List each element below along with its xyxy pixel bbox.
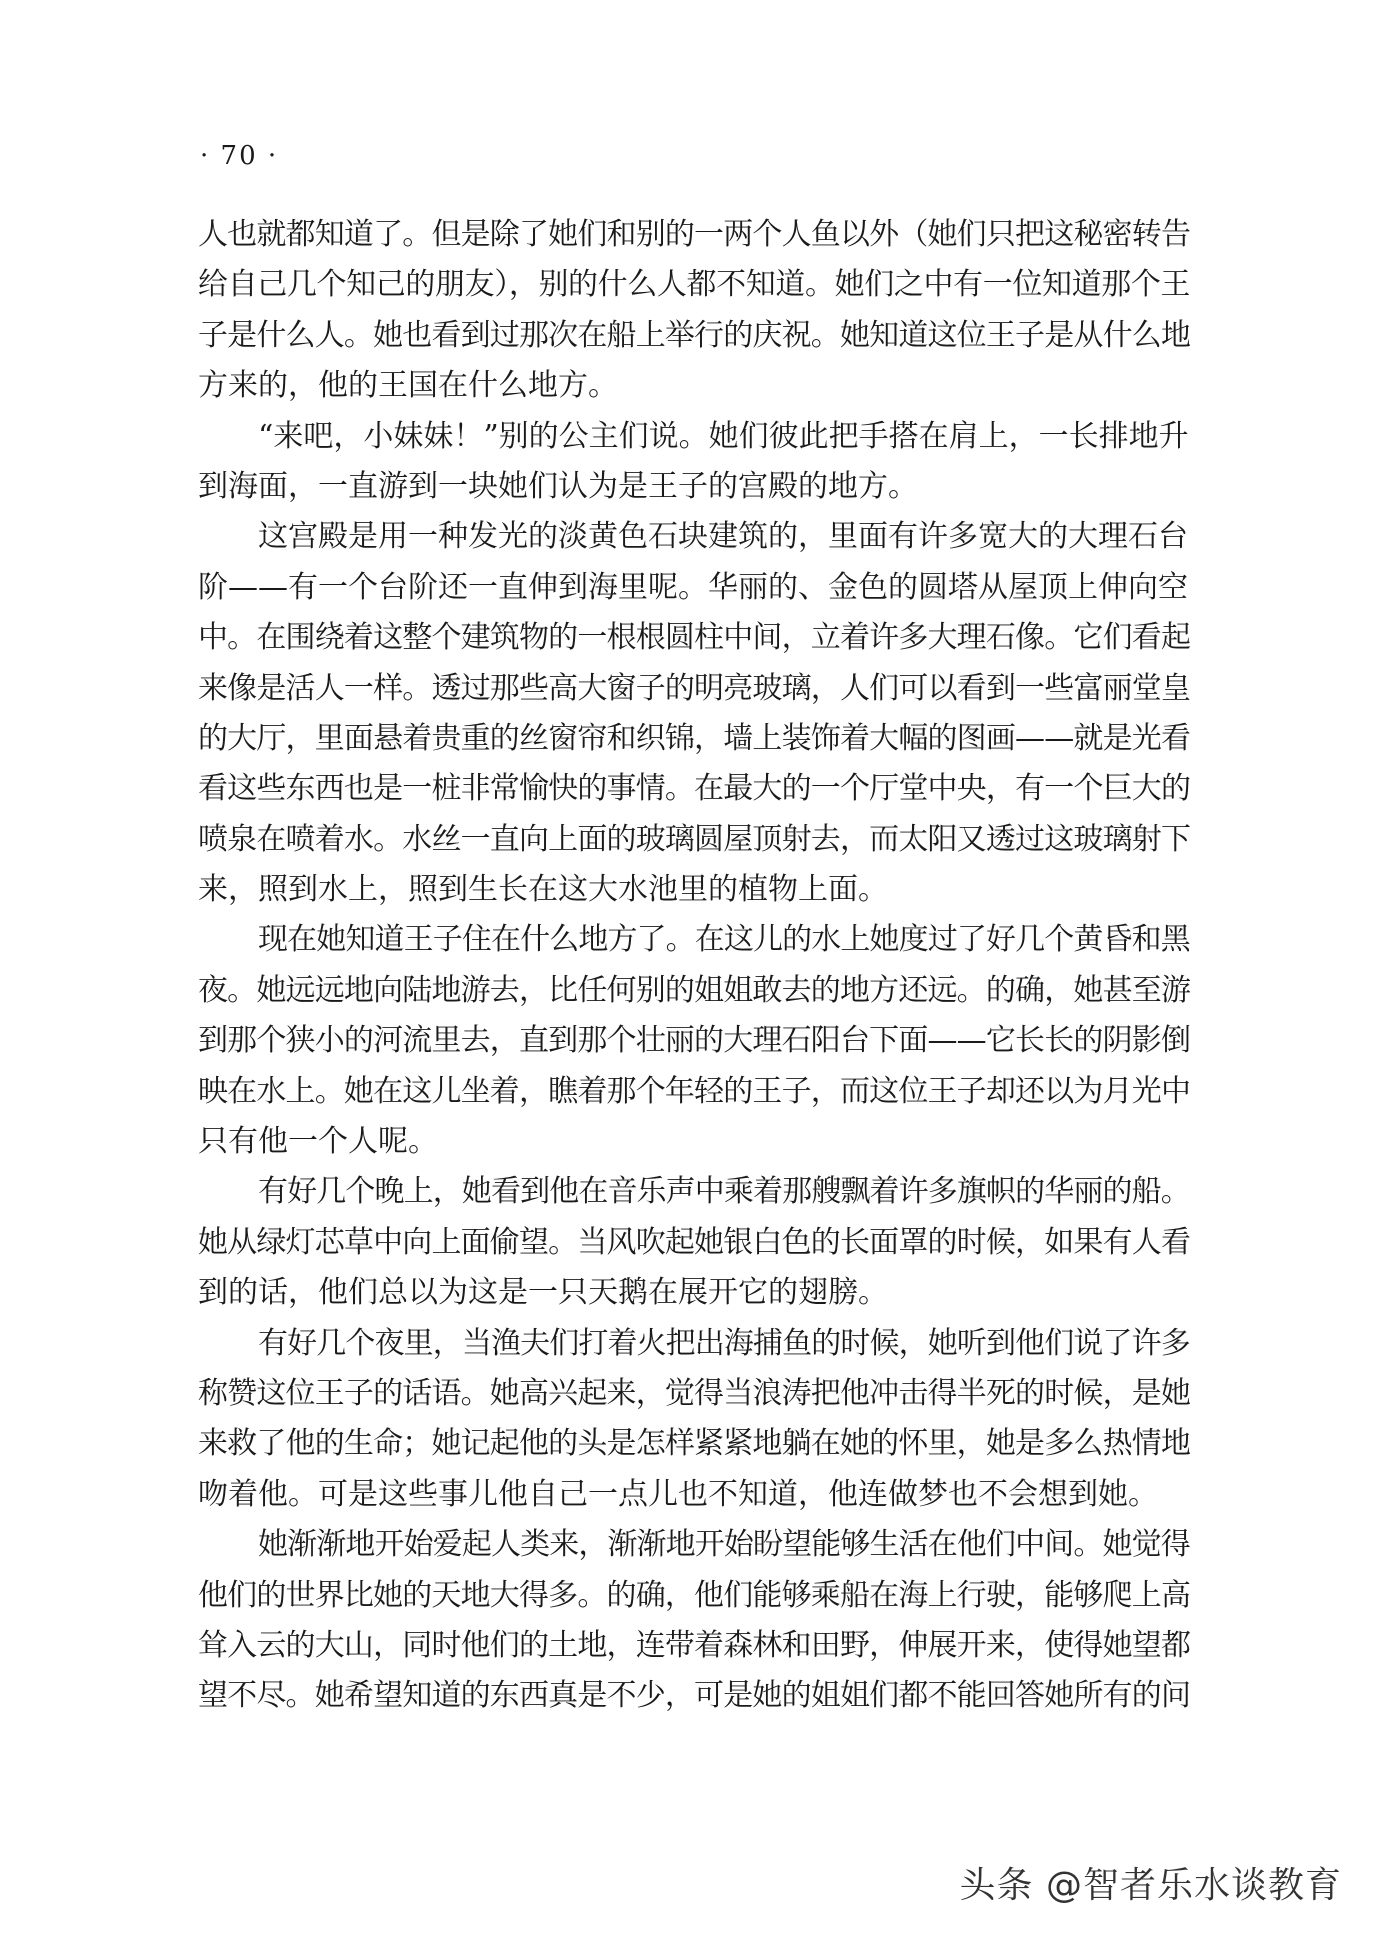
text-line: 的大厅，里面悬着贵重的丝窗帘和织锦，墙上装饰着大幅的图画——就是光看 [198, 720, 1191, 756]
text-line: 子是什么人。她也看到过那次在船上举行的庆祝。她知道这位王子是从什么地 [198, 317, 1191, 353]
text-line: 到的话，他们总以为这是一只天鹅在展开它的翅膀。 [198, 1275, 888, 1311]
text-line: 阶——有一个台阶还一直伸到海里呢。华丽的、金色的圆塔从屋顶上伸向空 [198, 569, 1188, 605]
text-line: 映在水上。她在这儿坐着，瞧着那个年轻的王子，而这位王子却还以为月光中 [198, 1073, 1191, 1109]
text-line: 耸入云的大山，同时他们的土地，连带着森林和田野，伸展开来，使得她望都 [198, 1627, 1191, 1663]
text-line: 到海面，一直游到一块她们认为是王子的宫殿的地方。 [198, 468, 918, 504]
text-line: 望不尽。她希望知道的东西真是不少，可是她的姐姐们都不能回答她所有的问 [198, 1678, 1191, 1714]
text-line: 喷泉在喷着水。水丝一直向上面的玻璃圆屋顶射去，而太阳又透过这玻璃射下 [198, 821, 1191, 857]
text-line: 看这些东西也是一桩非常愉快的事情。在最大的一个厅堂中央，有一个巨大的 [198, 771, 1191, 807]
text-line: 中。在围绕着这整个建筑物的一根根圆柱中间，立着许多大理石像。它们看起 [198, 620, 1191, 656]
page-number: · 70 · [200, 141, 279, 171]
text-line: 来，照到水上，照到生长在这大水池里的植物上面。 [198, 872, 888, 908]
text-line: 他们的世界比她的天地大得多。的确，他们能够乘船在海上行驶，能够爬上高 [198, 1577, 1191, 1613]
text-line: 给自己几个知己的朋友），别的什么人都不知道。她们之中有一位知道那个王 [198, 267, 1191, 303]
text-line: 到那个狭小的河流里去，直到那个壮丽的大理石阳台下面——它长长的阴影倒 [198, 1023, 1191, 1059]
text-line: 她从绿灯芯草中向上面偷望。当风吹起她银白色的长面罩的时候，如果有人看 [198, 1224, 1191, 1260]
text-line: 方来的，他的王国在什么地方。 [198, 368, 618, 404]
text-line: 吻着他。可是这些事儿他自己一点儿也不知道，他连做梦也不会想到她。 [198, 1476, 1158, 1512]
text-line: 来救了他的生命；她记起他的头是怎样紧紧地躺在她的怀里，她是多么热情地 [198, 1426, 1191, 1462]
watermark: 头条 @智者乐水谈教育 [959, 1865, 1342, 1906]
text-line: 有好几个夜里，当渔夫们打着火把出海捕鱼的时候，她听到他们说了许多 [258, 1325, 1190, 1361]
text-line: 这宫殿是用一种发光的淡黄色石块建筑的，里面有许多宽大的大理石台 [258, 519, 1188, 555]
text-line: 来像是活人一样。透过那些高大窗子的明亮玻璃，人们可以看到一些富丽堂皇 [198, 670, 1191, 706]
text-line: 现在她知道王子住在什么地方了。在这儿的水上她度过了好几个黄昏和黑 [258, 922, 1190, 958]
text-line: 她渐渐地开始爱起人类来，渐渐地开始盼望能够生活在他们中间。她觉得 [258, 1527, 1190, 1563]
text-line: “来吧，小妹妹！”别的公主们说。她们彼此把手搭在肩上，一长排地升 [258, 418, 1189, 454]
text-line: 称赞这位王子的话语。她高兴起来，觉得当浪涛把他冲击得半死的时候，是她 [198, 1375, 1191, 1411]
text-line: 夜。她远远地向陆地游去，比任何别的姐姐敢去的地方还远。的确，她甚至游 [198, 972, 1191, 1008]
text-line: 只有他一个人呢。 [198, 1124, 438, 1160]
text-line: 有好几个晚上，她看到他在音乐声中乘着那艘飘着许多旗帜的华丽的船。 [258, 1174, 1190, 1210]
body-text [198, 210, 1190, 1722]
text-line: 人也就都知道了。但是除了她们和别的一两个人鱼以外（她们只把这秘密转告 [198, 217, 1191, 252]
